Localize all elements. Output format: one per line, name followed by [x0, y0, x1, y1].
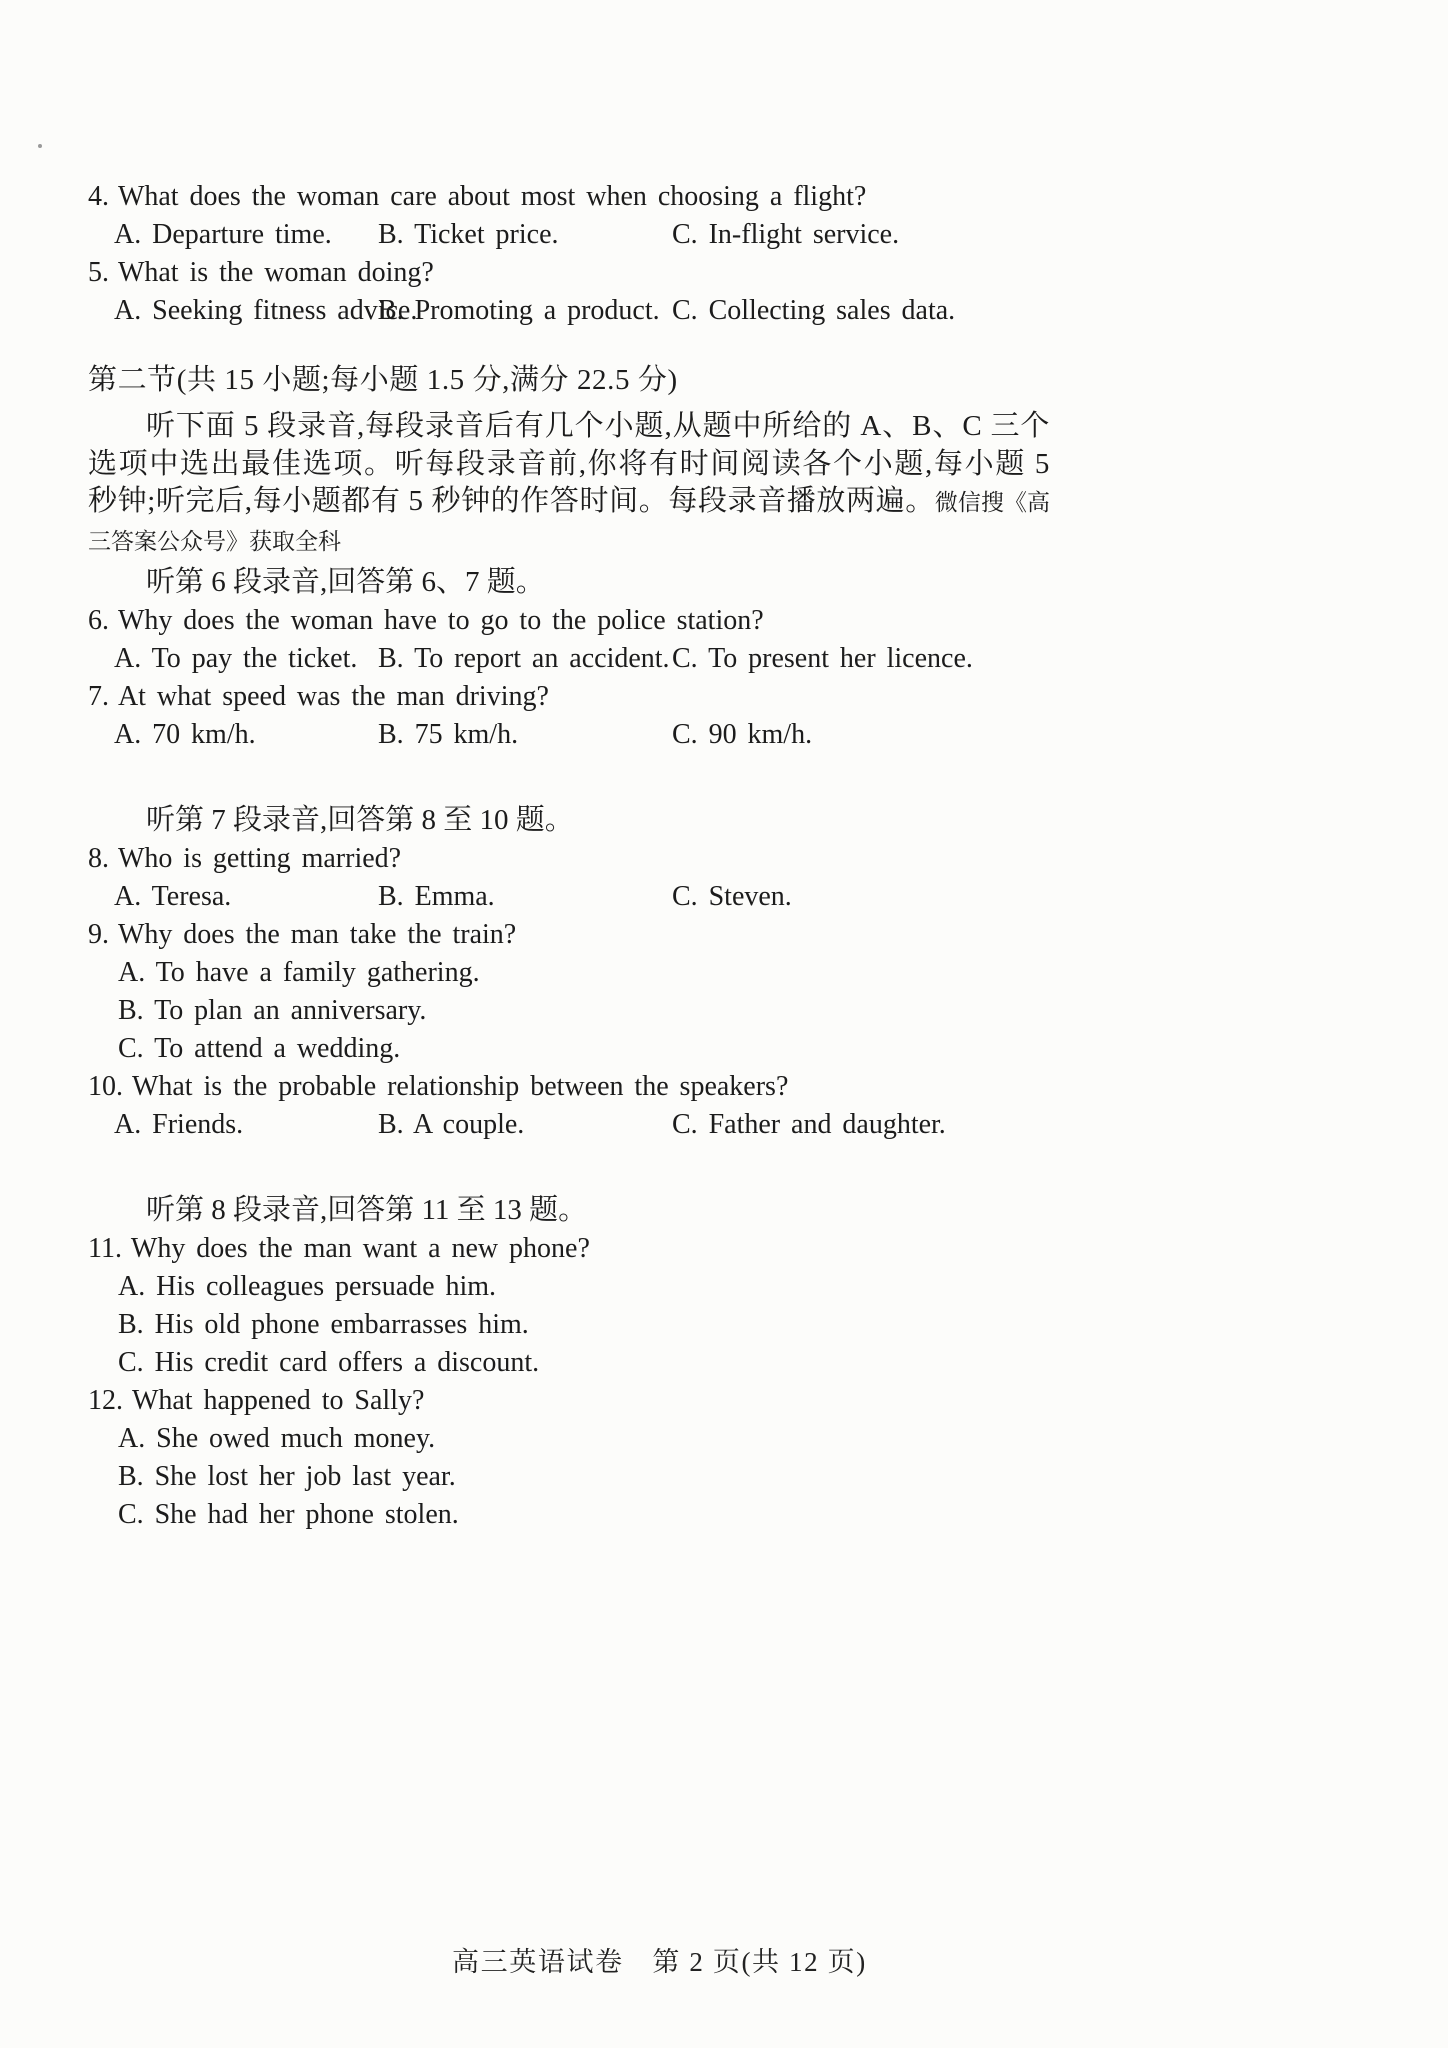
question-10-options	[88, 1106, 1078, 1144]
question-4-option-a: A. Departure time.	[114, 219, 332, 250]
question-8	[88, 840, 1078, 878]
question-5-options	[88, 292, 1078, 330]
question-12-number: 12.	[88, 1385, 123, 1416]
section-2-heading: 第二节(共 15 小题;每小题 1.5 分,满分 22.5 分)	[88, 364, 678, 396]
question-7-option-a: A. 70 km/h.	[114, 719, 256, 750]
audio-cue-recording-6: 听第 6 段录音,回答第 6、7 题。	[146, 566, 545, 598]
question-8-option-c: C. Steven.	[672, 881, 792, 912]
section-2-instructions	[88, 408, 1050, 560]
question-9	[88, 916, 1078, 954]
question-8-number: 8.	[88, 843, 109, 874]
question-4-number: 4.	[88, 181, 109, 212]
question-9-option-a: A. To have a family gathering.	[118, 957, 480, 988]
question-5-text: What is the woman doing?	[117, 257, 434, 288]
question-8-options	[88, 878, 1078, 916]
question-8-option-a: A. Teresa.	[114, 881, 232, 912]
question-5-option-b: B. Promoting a product.	[378, 295, 660, 326]
question-9-option-b: B. To plan an anniversary.	[118, 995, 427, 1026]
question-12	[88, 1382, 1078, 1420]
question-10	[88, 1068, 1078, 1106]
question-5-option-c: C. Collecting sales data.	[672, 295, 956, 326]
scan-artifact-dot	[38, 144, 42, 148]
question-12-text: What happened to Sally?	[131, 1385, 425, 1416]
question-7-text: At what speed was the man driving?	[117, 681, 549, 712]
question-7-options	[88, 716, 1078, 754]
question-11-option-a: A. His colleagues persuade him.	[118, 1271, 497, 1302]
question-6-number: 6.	[88, 605, 109, 636]
question-4-text: What does the woman care about most when choosing a flight?	[117, 181, 867, 212]
question-10-option-c: C. Father and daughter.	[672, 1109, 946, 1140]
question-4-option-b: B. Ticket price.	[378, 219, 559, 250]
wechat-answer-note: 微信搜《高三答案公众号》获取全科	[88, 490, 1051, 554]
question-7-number: 7.	[88, 681, 109, 712]
question-11-text: Why does the man want a new phone?	[130, 1233, 590, 1264]
question-9-number: 9.	[88, 919, 109, 950]
question-7-option-c: C. 90 km/h.	[672, 719, 813, 750]
question-10-option-b: B. A couple.	[378, 1109, 525, 1140]
question-9-text: Why does the man take the train?	[117, 919, 517, 950]
question-6	[88, 602, 1078, 640]
question-8-option-b: B. Emma.	[378, 881, 495, 912]
question-4	[88, 178, 1078, 216]
audio-cue-recording-8: 听第 8 段录音,回答第 11 至 13 题。	[146, 1194, 588, 1226]
question-6-option-b: B. To report an accident.	[378, 643, 670, 674]
question-6-text: Why does the woman have to go to the police station?	[117, 605, 764, 636]
exam-content	[88, 178, 1078, 1534]
question-8-text: Who is getting married?	[117, 843, 402, 874]
question-4-option-c: C. In-flight service.	[672, 219, 900, 250]
question-5-option-a: A. Seeking fitness advice.	[114, 295, 418, 326]
question-12-option-b: B. She lost her job last year.	[118, 1461, 456, 1492]
question-11-option-b: B. His old phone embarrasses him.	[118, 1309, 529, 1340]
question-10-option-a: A. Friends.	[114, 1109, 244, 1140]
question-10-text: What is the probable relationship between the speakers?	[131, 1071, 789, 1102]
question-11-option-c: C. His credit card offers a discount.	[118, 1347, 540, 1378]
question-9-option-c: C. To attend a wedding.	[118, 1033, 401, 1064]
audio-cue-recording-7: 听第 7 段录音,回答第 8 至 10 题。	[146, 804, 574, 836]
question-5-number: 5.	[88, 257, 109, 288]
question-12-option-c: C. She had her phone stolen.	[118, 1499, 459, 1530]
question-6-option-c: C. To present her licence.	[672, 643, 973, 674]
question-11-number: 11.	[88, 1233, 122, 1264]
question-6-options	[88, 640, 1078, 678]
question-7	[88, 678, 1078, 716]
question-6-option-a: A. To pay the ticket.	[114, 643, 358, 674]
question-4-options	[88, 216, 1078, 254]
question-12-option-a: A. She owed much money.	[118, 1423, 436, 1454]
question-5	[88, 254, 1078, 292]
question-10-number: 10.	[88, 1071, 123, 1102]
page-footer: 高三英语试卷 第 2 页(共 12 页)	[452, 1947, 867, 1977]
question-11	[88, 1230, 1078, 1268]
instructions-text: 听下面 5 段录音,每段录音后有几个小题,从题中所给的 A、B、C 三个选项中选出最佳选项。听每段录音前,你将有时间阅读各个小题,每小题 5 秒钟;听完后,每小题都有 5 秒钟的作答时间。每段录音播放两遍。	[88, 410, 1050, 517]
question-7-option-b: B. 75 km/h.	[378, 719, 519, 750]
